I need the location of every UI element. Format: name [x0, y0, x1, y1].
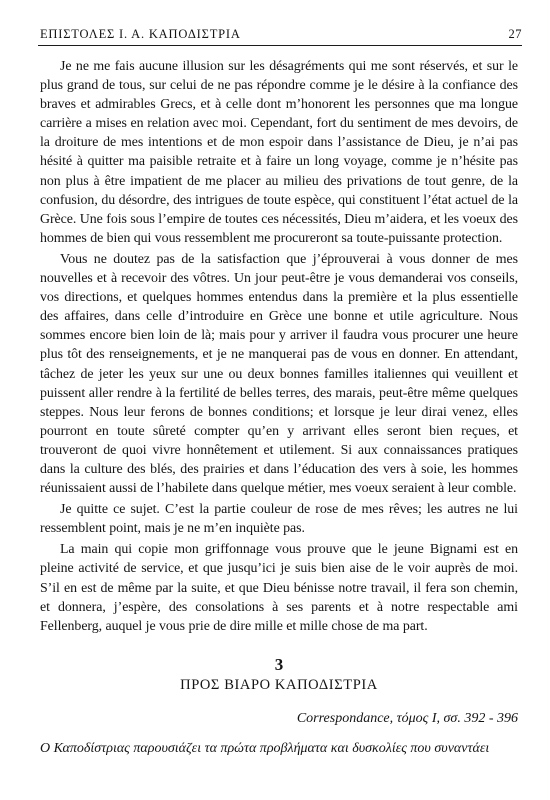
- paragraph: Je quitte ce sujet. C’est la partie couleur de rose de mes rêves; les autres ne lui ressemblent point, mais je ne m’en inquiète pas.: [40, 502, 518, 537]
- header-rule: [38, 45, 522, 46]
- letter-title: ΠΡΟΣ ΒΙΑΡΟ ΚΑΠΟΔΙΣΤΡΙΑ: [180, 677, 378, 693]
- running-header: [40, 27, 522, 43]
- letter-number: 3: [274, 655, 284, 674]
- letter-body: [40, 57, 518, 636]
- letter-intro: Ο Καποδίστριας παρουσιάζει τα πρώτα προβλήματα και δυσκολίες που συναντάει: [40, 741, 490, 756]
- running-title: ΕΠΙΣΤΟΛΕΣ Ι. Α. ΚΑΠΟΔΙΣΤΡΙΑ: [40, 27, 241, 41]
- source-citation: Correspondance, τόμος Ι, σσ. 392 - 396: [296, 711, 518, 726]
- paragraph: Je ne me fais aucune illusion sur les désagréments qui me sont réservés, et sur le plus grand de tous, sur celui de ne pas répondre comme je le désire à la confiance des braves et admirables Grecs, et à celle dont m’honorent les personnes que ma longue carrière a mises en relation avec moi. Cependant, fort du sentiment de mes devoirs, de la droiture de mes intentions et de mon espoir dans l’assistance de Dieu, je n’ai pas hésité à quitter ma paisible retraite et à faire un long voyage, comme je n’hésite pas non plus à être impatient de me placer au milieu des privations de tout genre, de la confusion, du désordre, des intrigues de toute espèce, qui constituent l’état actuel de la Grèce. Une fois sous l’empire de toutes ces nécessités, Dieu m’aidera, et les voeux des hommes de bien qui vous ressemblent me procureront sa toute-puissante protection.: [40, 59, 518, 246]
- next-letter-heading: [40, 655, 518, 695]
- page-number: 27: [508, 27, 522, 41]
- paragraph: Vous ne doutez pas de la satisfaction que j’éprouverai à vous donner de mes nouvelles et à recevoir des vôtres. Un jour peut-être je vous demanderai vos conseils, vos directions, et quelques hommes entendus dans la première et la plus essentielle des affaires, dans celle d’introduire en Grèce une bonne et utile agriculture. Nous sommes encore bien loin de là; mais pour y arriver il faudra vous procurer une heure plus tôt des renseignements, et je ne manquerai pas de vous en donner. En attendant, tâchez de jeter les yeux sur une ou deux bonnes familles italiennes qui veuillent et puissent aller rendre à la fertilité de belles terres, des marais, peut-être même quelques steppes. Nous leur ferons de bonnes conditions; et lorsque je leur dirai venez, elles pourront en toute sûreté compter qu’en y arrivant elles seront bien reçues, et trouveront de quoi vivre honnêtement et utilement. Si aux connaissances pratiques dans la culture des blés, des prairies et dans l’éducation des vers à soie, les hommes réunissaient aussi de l’habilete dans quelque métier, mes voeux seraient à leur comble.: [40, 251, 518, 497]
- paragraph: La main qui copie mon griffonnage vous prouve que le jeune Bignami est en pleine activité de service, et que jusqu’ici je suis bien aise de le voir auprès de moi. S’il en est de même par la suite, et que Dieu bénisse notre travail, il fera son chemin, et donnera, j’espère, des consolations à ses parents et à notre respectable ami Fellenberg, auquel je vous prie de dire mille et mille chose de ma part.: [40, 542, 518, 634]
